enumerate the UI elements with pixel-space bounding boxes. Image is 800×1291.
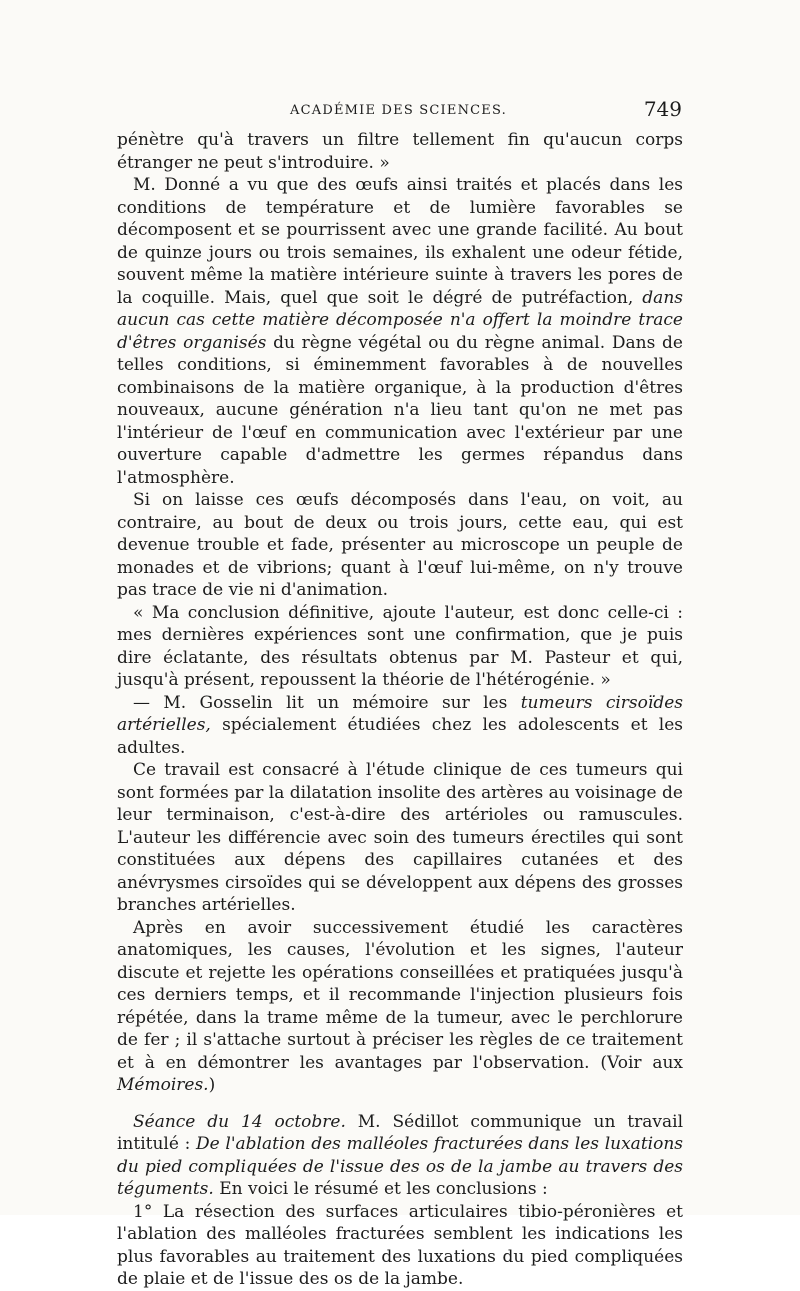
italic-run: tumeurs cirsoïdes artérielles, bbox=[117, 692, 683, 735]
italic-run: De l'ablation des malléoles fracturées dans les luxations du pied compliquées de l'issue des os de la jambe au travers des téguments. bbox=[117, 1134, 683, 1199]
paragraph bbox=[117, 602, 683, 692]
paragraph bbox=[117, 1111, 683, 1201]
italic-run: Mémoires. bbox=[117, 1075, 209, 1095]
text-run: Ce travail est consacré à l'étude clinique de ces tumeurs qui sont formées par la dilatation insolite des artères au voisinage de leur terminaison, c'est-à-dire des artérioles ou ramuscules. L'auteur les différencie avec soin des tumeurs érectiles qui sont constituées aux dépens des capillaires cutanées et des anévrysmes cirsoïdes qui se développent aux dépens des grosses branches artérielles. bbox=[117, 760, 683, 915]
text-run: pénètre qu'à travers un filtre tellement fin qu'aucun corps étranger ne peut s'introduire. » bbox=[117, 130, 683, 173]
running-head-title: ACADÉMIE DES SCIENCES. bbox=[290, 103, 507, 118]
paragraph bbox=[117, 692, 683, 760]
running-head bbox=[115, 97, 682, 123]
text-run: spécialement étudiées chez les adolescents et les adultes. bbox=[117, 715, 683, 758]
paragraph bbox=[117, 129, 683, 174]
text-run: 1° La résection des surfaces articulaires tibio-péronières et l'ablation des malléoles fracturées semblent les indications les plus favorables au traitement des luxations du pied compliquées de plaie et de l'issue des os de la jambe. bbox=[117, 1201, 683, 1289]
italic-run: Séance du 14 octobre. bbox=[133, 1111, 346, 1132]
page-number: 749 bbox=[643, 97, 682, 121]
text-run: M. Donné a vu que des œufs ainsi traités et placés dans les conditions de température et de lumière favorables se décomposent et se pourrissent avec une grande facilité. Au bout de quinze jours ou trois semaines, ils exhalent une odeur fétide, souvent même la matière intérieure suinte à travers les pores de la coquille. Mais, quel que soit le dégré de putréfaction, bbox=[117, 175, 683, 308]
text-run: M. Sédillot communique un travail intitulé : bbox=[117, 1111, 684, 1154]
paragraph bbox=[117, 917, 683, 1097]
text-run: En voici le résumé et les conclusions : bbox=[213, 1179, 548, 1199]
paragraph bbox=[117, 489, 683, 602]
paragraph bbox=[117, 174, 683, 489]
text-run: Après en avoir successivement étudié les caractères anatomiques, les causes, l'évolution et les signes, l'auteur discute et rejette les opérations conseillées et pratiquées jusqu'à ces derniers temps, et il recommande l'injection plusieurs fois répétée, dans la trame même de la tumeur, avec le perchlorure de fer ; il s'attache surtout à préciser les règles de ce traitement et à en démontrer les avantages par l'observation. (Voir aux bbox=[117, 917, 683, 1073]
paragraph bbox=[117, 1201, 683, 1291]
text-run: — M. Gosselin lit un mémoire sur les bbox=[133, 692, 521, 713]
text-run: Si on laisse ces œufs décomposés dans l'eau, on voit, au contraire, au bout de deux ou trois jours, cette eau, qui est devenue trouble et fade, présenter au microscope un peuple de monades et de vibrions; quant à l'œuf lui-même, on n'y trouve pas trace de vie ni d'animation. bbox=[117, 490, 683, 600]
text-run: « Ma conclusion définitive, ajoute l'auteur, est donc celle-ci : mes dernières expériences sont une confirmation, que je puis dire éclatante, des résultats obtenus par M. Pasteur et qui, jusqu'à présent, repoussent la théorie de l'hétérogénie. » bbox=[117, 602, 683, 690]
body-text bbox=[117, 129, 683, 1291]
italic-run: dans aucun cas cette matière décomposée n'a offert la moindre trace d'êtres organisés bbox=[117, 287, 683, 353]
text-run: du règne végétal ou du règne animal. Dans de telles conditions, si éminemment favorables à de nouvelles combinaisons de la matière organique, à la production d'êtres nouveaux, aucune génération n'a lieu tant qu'on ne met pas l'intérieur de l'œuf en communication avec l'extérieur par une ouverture capable d'admettre les germes répandus dans l'atmosphère. bbox=[117, 332, 683, 488]
text-run: ) bbox=[208, 1075, 216, 1095]
paragraph bbox=[117, 759, 683, 917]
